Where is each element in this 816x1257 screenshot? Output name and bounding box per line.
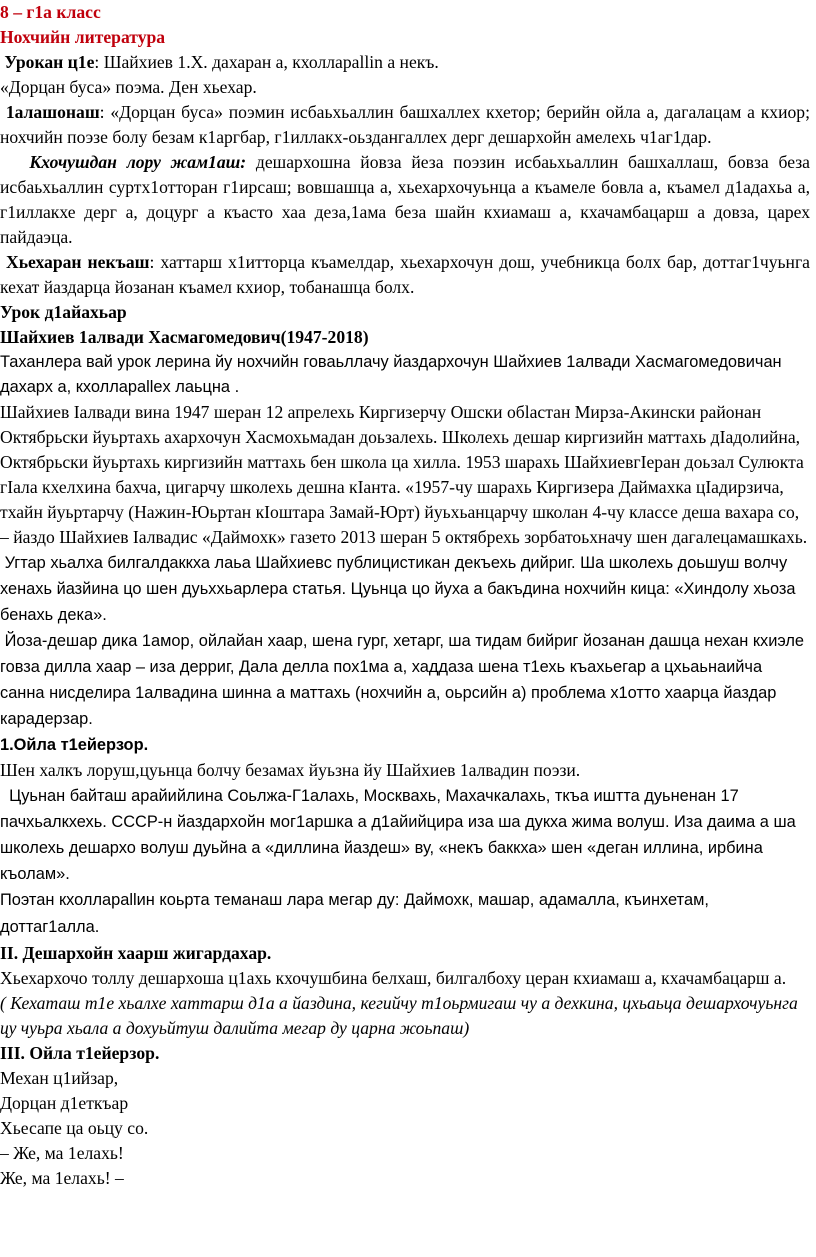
lesson-flow-heading: Урок д1айахьар bbox=[0, 302, 127, 322]
topic-line bbox=[0, 50, 810, 75]
section-1-paragraph-text: Цуьнан байташ арайийлина Соьлжа-Г1алахь, Москвахь, Махачкалахь, ткъа иштта дуьненан 17 пачхьалкхехь. СССР-н йаздархойн мог1аршка а д1айийцира иза ша дукха жима волуш. Иза даима а ша школехь дешархо волуш дуьйна а «диллина йаздеш» ву, «некъ баккха» шен «деган иллина, ирбина къолам». bbox=[0, 787, 796, 883]
bio-paragraph-2-text: Угтар хьалха билгалдаккха лаьа Шайхиевс публицистикан декъехь дийриг. Ша школехь доьшуш волчу хенахь йазйина цо шен дуьххьарлера статья. Цуьнца цо йуха а бакъдина нохчийн кица: «Хиндолу хьоза бенахь дека». bbox=[0, 554, 796, 624]
lesson-sections bbox=[0, 732, 810, 1191]
header-block bbox=[0, 0, 810, 50]
bio-heading: Шайхиев 1алвади Хасмагомедович(1947-2018) bbox=[0, 327, 369, 347]
poem-line-5: Же, ма 1елахь! – bbox=[0, 1168, 124, 1188]
bio-paragraph-3 bbox=[0, 628, 810, 732]
poem-line-3: Хьесапе ца оьцу со. bbox=[0, 1118, 149, 1138]
poem-line-4: – Же, ма 1елахь! bbox=[0, 1143, 124, 1163]
bio-body: Шайхиев Іалвади вина 1947 шеран 12 апрелехь Киргизерчу Ошски обlастан Мирза-Акински районан Октябрьски йуьртахь ахархочун Хасмохьмадан доьзалехь. Школехь дешар киргизийн маттахь дІадолийна, Октябрьски йуьртахь киргизийн маттахь бен школа ца хилла. 1953 шарахь ШайхиевгІеран доьзал Сулюкта гІала кхелхина бахча, цигарчу школехь дешна кІанта. «1957-чу шарахь Киргизера Даймахка цІадирзича, тхайн йуьртарчу (Нажин-Юьртан кІоштара Замай-Юрт) йуьхьанцарчу школан 4-чу классе деша вахара со, – йаздо Шайхиев Іалвадис «Даймохк» газето 2013 шеран 5 октябрехь зорбатоьхначу шен дагалецамашкахь. bbox=[0, 402, 808, 547]
section-1-title: 1.Ойла т1ейерзор. bbox=[0, 736, 149, 754]
bio-intro: Таханлера вай урок лерина йу нохчийн говаьллачу йаздархочун Шайхиев 1алвади Хасмагомедовичан дахарх а, кхолларallex лаьцна . bbox=[0, 353, 782, 396]
poem-line-1: Механ ц1ийзар, bbox=[0, 1068, 119, 1088]
poem-line-2: Дорцан д1еткъар bbox=[0, 1093, 129, 1113]
goals-paragraph bbox=[0, 100, 810, 150]
equipment-label: Хьехаран некъаш bbox=[6, 252, 150, 272]
goals-text: : «Дорцан буса» поэмин исбаьхьаллин башхаллех кхетор; берийн ойла а, дагалацам а кхиор; нохчийн поэзе болу безам к1аргбар, г1иллакх-оьздангаллех дерг дешархойн амелехь ч1аг1дар. bbox=[0, 102, 810, 147]
bio-paragraph-2 bbox=[0, 550, 810, 628]
skills-paragraph bbox=[0, 150, 810, 250]
skills-text: дешархошна йовза йеза поэзин исбаьхьаллин башхаллаш, бовза беза исбаьхьаллин суртх1отторан г1ирсаш; вовшашца а, хьехархочуьнца а къамеле бовла а, къамел д1адахьа а, г1иллакхе дерг а, доцург а къасто хаа деза,1ама беза шайн кхиамаш а, кхачамбацарш а довза, царех пайдаэца. bbox=[0, 152, 810, 247]
topic-line-2: «Дорцан буса» поэма. Ден хьехар. bbox=[0, 77, 257, 97]
skills-label: Кхочушдан лору жам1аш: bbox=[29, 152, 247, 172]
lesson-info bbox=[0, 50, 810, 325]
section-1-paragraph bbox=[0, 783, 810, 887]
section-3-title: III. Ойла т1ейерзор. bbox=[0, 1043, 160, 1063]
biography-section bbox=[0, 325, 810, 732]
section-2-text: Хьехархочо толлу дешархоша ц1ахь кхочушбина белхаш, билгалбоху церан кхиамаш а, кхачамбацарш а. bbox=[0, 968, 787, 988]
bio-paragraph-3-text: Йоза-дешар дика 1амор, ойлайан хаар, шена гург, хетарг, ша тидам бийриг йозанан дашца нехан кхиэле говза дилла хаар – иза дерриг, Дала делла пох1ма а, хаддаза шена т1ехь къахьегар а цхьаьнаийча санна нисделира 1алвадина шинна а маттахь (нохчийн а, оьрсийн а) проблема х1отто хаарца йаздар карадерзар. bbox=[0, 632, 805, 728]
equipment-text: : хаттарш х1итторца къамелдар, хьехархочун дош, учебникца болх бар, доттаг1чуьнга кехат йаздарца йозанан къамел кхиор, тобанашца болх. bbox=[0, 252, 810, 297]
section-1-text: Шен халкъ лоруш,цуьнца болчу безамах йуьзна йу Шайхиев 1алвадин поэзи. bbox=[0, 760, 581, 780]
topic-text: : Шайхиев 1.Х. дахаран а, кхолларallin а некъ. bbox=[94, 52, 439, 72]
goals-label: 1алашонаш bbox=[5, 102, 100, 122]
equipment-paragraph bbox=[0, 250, 810, 300]
topic-label: Урокан ц1е bbox=[4, 52, 95, 72]
grade-heading: 8 – г1а класс bbox=[0, 2, 101, 22]
section-2-note: ( Кехаташ т1е хьалхе хаттарш д1а а йаздина, кегийчу т1оьрмигаш чу а дехкина, цхьаьца дешархочуьнга цу чуьра хьала а дохуьйтуш далийта мегар ду царна жоьпаш) bbox=[0, 993, 798, 1038]
section-2-title: II. Дешархойн хаарш жигардахар. bbox=[0, 943, 272, 963]
subject-heading: Нохчийн литература bbox=[0, 27, 166, 47]
section-1-themes: Поэтан кхолларallин коьрта теманаш лара мегар ду: Даймохк, машар, адамалла, къинхетам, доттаг1алла. bbox=[0, 891, 709, 936]
